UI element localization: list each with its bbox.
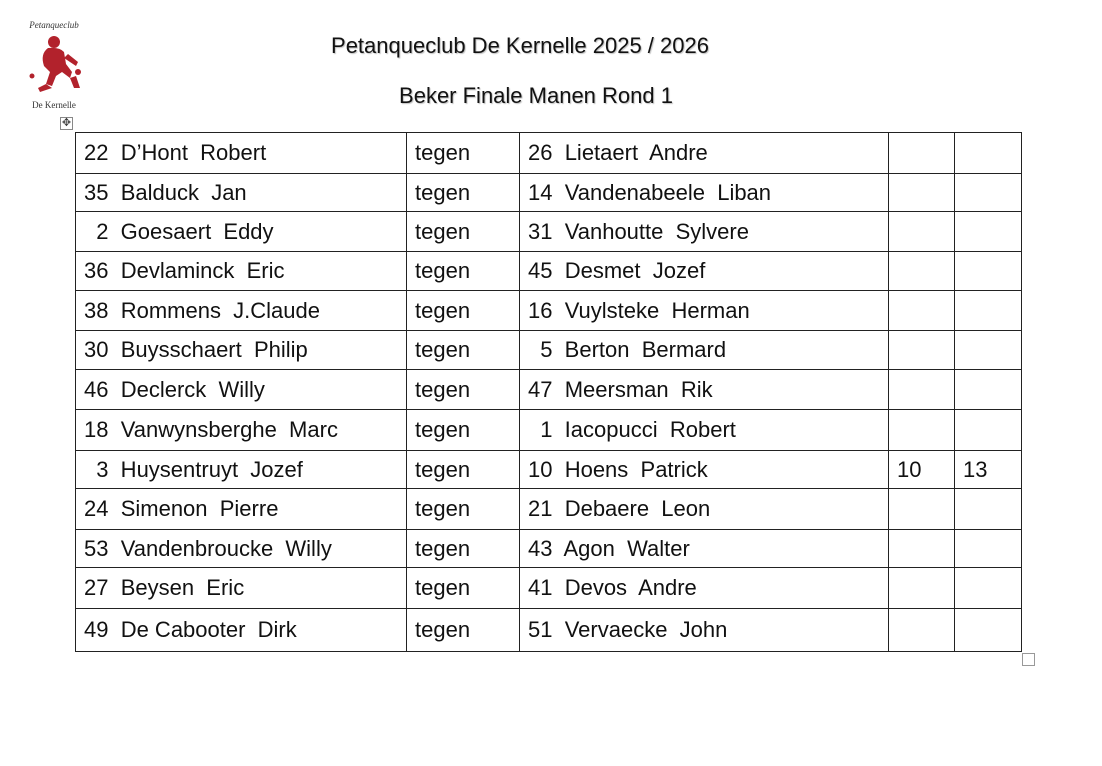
- match-row: [76, 174, 1022, 212]
- versus-cell: tegen: [407, 174, 520, 212]
- home-player-cell: 49 De Cabooter Dirk: [76, 609, 407, 652]
- home-score-cell: [889, 174, 955, 212]
- match-row: [76, 568, 1022, 609]
- match-row: [76, 291, 1022, 331]
- home-score-cell: [889, 410, 955, 451]
- versus-cell: tegen: [407, 568, 520, 609]
- match-row: [76, 489, 1022, 530]
- home-player-cell: 2 Goesaert Eddy: [76, 212, 407, 252]
- versus-cell: tegen: [407, 410, 520, 451]
- away-player-cell: 5 Berton Bermard: [520, 331, 889, 370]
- table-resize-handle[interactable]: [1022, 653, 1035, 666]
- home-player-cell: 35 Balduck Jan: [76, 174, 407, 212]
- home-score-cell: 10: [889, 451, 955, 489]
- away-score-cell: [955, 568, 1022, 609]
- logo-bottom-text: De Kernelle: [32, 100, 76, 110]
- versus-cell: tegen: [407, 370, 520, 410]
- home-score-cell: [889, 291, 955, 331]
- versus-cell: tegen: [407, 212, 520, 252]
- home-player-cell: 30 Buysschaert Philip: [76, 331, 407, 370]
- match-row: [76, 331, 1022, 370]
- away-score-cell: [955, 291, 1022, 331]
- away-player-cell: 14 Vandenabeele Liban: [520, 174, 889, 212]
- home-player-cell: 3 Huysentruyt Jozef: [76, 451, 407, 489]
- versus-cell: tegen: [407, 252, 520, 291]
- away-score-cell: [955, 410, 1022, 451]
- away-score-cell: [955, 174, 1022, 212]
- versus-cell: tegen: [407, 530, 520, 568]
- away-player-cell: 45 Desmet Jozef: [520, 252, 889, 291]
- versus-cell: tegen: [407, 489, 520, 530]
- home-player-cell: 38 Rommens J.Claude: [76, 291, 407, 331]
- table-move-handle-icon[interactable]: ✥: [61, 117, 72, 129]
- away-score-cell: [955, 252, 1022, 291]
- match-row: [76, 133, 1022, 174]
- away-player-cell: 10 Hoens Patrick: [520, 451, 889, 489]
- away-player-cell: 43 Agon Walter: [520, 530, 889, 568]
- away-score-cell: [955, 489, 1022, 530]
- match-row: [76, 451, 1022, 489]
- away-player-cell: 26 Lietaert Andre: [520, 133, 889, 174]
- versus-cell: tegen: [407, 451, 520, 489]
- match-row: [76, 370, 1022, 410]
- away-score-cell: [955, 133, 1022, 174]
- match-row: [76, 212, 1022, 252]
- away-player-cell: 41 Devos Andre: [520, 568, 889, 609]
- home-score-cell: [889, 252, 955, 291]
- away-score-cell: [955, 370, 1022, 410]
- away-score-cell: [955, 609, 1022, 652]
- home-player-cell: 24 Simenon Pierre: [76, 489, 407, 530]
- away-player-cell: 31 Vanhoutte Sylvere: [520, 212, 889, 252]
- away-player-cell: 47 Meersman Rik: [520, 370, 889, 410]
- match-row: [76, 252, 1022, 291]
- away-score-cell: [955, 331, 1022, 370]
- home-player-cell: 22 D’Hont Robert: [76, 133, 407, 174]
- home-score-cell: [889, 530, 955, 568]
- home-score-cell: [889, 609, 955, 652]
- home-score-cell: [889, 568, 955, 609]
- home-score-cell: [889, 489, 955, 530]
- away-player-cell: 21 Debaere Leon: [520, 489, 889, 530]
- match-row: [76, 410, 1022, 451]
- versus-cell: tegen: [407, 133, 520, 174]
- home-score-cell: [889, 212, 955, 252]
- home-player-cell: 53 Vandenbroucke Willy: [76, 530, 407, 568]
- home-player-cell: 36 Devlaminck Eric: [76, 252, 407, 291]
- versus-cell: tegen: [407, 331, 520, 370]
- home-score-cell: [889, 370, 955, 410]
- home-player-cell: 46 Declerck Willy: [76, 370, 407, 410]
- home-score-cell: [889, 331, 955, 370]
- away-score-cell: [955, 212, 1022, 252]
- away-score-cell: 13: [955, 451, 1022, 489]
- away-player-cell: 16 Vuylsteke Herman: [520, 291, 889, 331]
- away-score-cell: [955, 530, 1022, 568]
- page-subtitle: Beker Finale Manen Rond 1: [399, 83, 673, 108]
- home-player-cell: 18 Vanwynsberghe Marc: [76, 410, 407, 451]
- away-player-cell: 1 Iacopucci Robert: [520, 410, 889, 451]
- logo-top-text: Petanqueclub: [29, 20, 79, 30]
- matches-table: [75, 132, 1022, 652]
- match-row: [76, 530, 1022, 568]
- home-player-cell: 27 Beysen Eric: [76, 568, 407, 609]
- match-row: [76, 609, 1022, 652]
- home-score-cell: [889, 133, 955, 174]
- page-title: Petanqueclub De Kernelle 2025 / 2026: [331, 33, 709, 58]
- versus-cell: tegen: [407, 291, 520, 331]
- away-player-cell: 51 Vervaecke John: [520, 609, 889, 652]
- versus-cell: tegen: [407, 609, 520, 652]
